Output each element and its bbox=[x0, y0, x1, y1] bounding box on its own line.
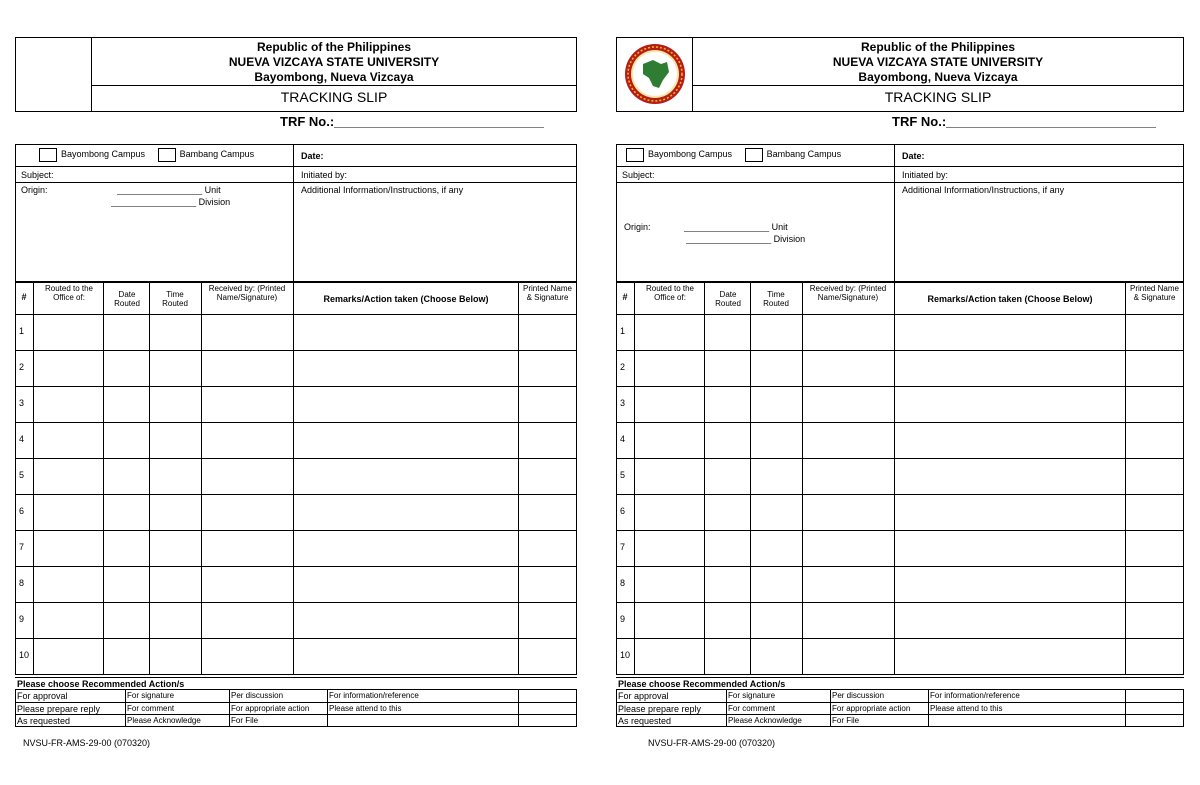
action-option[interactable]: For information/reference bbox=[930, 691, 1020, 700]
action-option[interactable]: Please Acknowledge bbox=[728, 716, 802, 725]
trf-number: TRF No.:_____________________________ bbox=[892, 114, 1156, 129]
university-name: NUEVA VIZCAYA STATE UNIVERSITY bbox=[228, 55, 440, 69]
actions-heading: Please choose Recommended Action/s bbox=[618, 679, 786, 689]
header-box bbox=[692, 37, 1184, 112]
action-option[interactable]: Per discussion bbox=[231, 691, 284, 700]
form-code: NVSU-FR-AMS-29-00 (070320) bbox=[23, 738, 151, 748]
table-row-number: 10 bbox=[19, 650, 30, 660]
table-row-number: 2 bbox=[620, 362, 626, 372]
actions-heading: Please choose Recommended Action/s bbox=[17, 679, 185, 689]
origin-label: Origin: bbox=[624, 222, 651, 232]
col-date-routed: Date Routed bbox=[114, 290, 140, 308]
action-option[interactable]: As requested bbox=[17, 716, 71, 726]
logo-box bbox=[616, 37, 693, 112]
col-received-by: Received by: (Printed Name/Signature) bbox=[809, 284, 887, 302]
table-row-number: 10 bbox=[620, 650, 631, 660]
action-option[interactable]: For File bbox=[832, 716, 860, 725]
table-row-number: 4 bbox=[620, 434, 626, 444]
info-block bbox=[616, 144, 1184, 282]
slip-title: TRACKING SLIP bbox=[884, 89, 992, 105]
action-option[interactable]: For approval bbox=[618, 691, 669, 701]
action-option[interactable]: For information/reference bbox=[329, 691, 419, 700]
table-row-number: 7 bbox=[620, 542, 626, 552]
action-option[interactable]: Please prepare reply bbox=[618, 704, 702, 714]
action-option[interactable]: Please Acknowledge bbox=[127, 716, 201, 725]
col-printed-name: Printed Name & Signature bbox=[1130, 284, 1179, 302]
bambang-label: Bambang Campus bbox=[179, 149, 255, 160]
col-remarks: Remarks/Action taken (Choose Below) bbox=[323, 294, 489, 304]
table-row-number: 5 bbox=[620, 470, 626, 480]
table-row-number: 9 bbox=[19, 614, 25, 624]
routing-table bbox=[616, 282, 1184, 675]
form-code: NVSU-FR-AMS-29-00 (070320) bbox=[648, 738, 776, 748]
table-row-number: 1 bbox=[620, 326, 626, 336]
initiated-by-label: Initiated by: bbox=[902, 170, 949, 180]
action-option[interactable]: For approval bbox=[17, 691, 68, 701]
additional-info-label: Additional Information/Instructions, if any bbox=[902, 185, 1065, 195]
subject-label: Subject: bbox=[21, 170, 54, 180]
col-routed-to: Routed to the Office of: bbox=[645, 284, 695, 302]
bambang-label: Bambang Campus bbox=[766, 149, 842, 160]
action-option[interactable]: For comment bbox=[127, 704, 175, 713]
additional-info-label: Additional Information/Instructions, if any bbox=[301, 185, 464, 195]
location-text: Bayombong, Nueva Vizcaya bbox=[254, 70, 414, 84]
col-num: # bbox=[622, 292, 628, 302]
table-row-number: 3 bbox=[19, 398, 25, 408]
table-row-number: 6 bbox=[620, 506, 626, 516]
table-row-number: 1 bbox=[19, 326, 25, 336]
action-option[interactable]: For comment bbox=[728, 704, 776, 713]
campus-options bbox=[626, 148, 894, 164]
university-name: NUEVA VIZCAYA STATE UNIVERSITY bbox=[832, 55, 1044, 69]
republic-text: Republic of the Philippines bbox=[860, 40, 1015, 54]
table-row-number: 6 bbox=[19, 506, 25, 516]
bambang-checkbox[interactable] bbox=[158, 148, 176, 162]
date-label: Date: bbox=[902, 151, 925, 161]
action-option[interactable]: For File bbox=[231, 716, 259, 725]
division-line: _________________ Division bbox=[111, 197, 231, 207]
bayombong-label: Bayombong Campus bbox=[61, 149, 146, 160]
unit-line: _________________ Unit bbox=[117, 185, 221, 195]
logo-box bbox=[15, 37, 92, 112]
action-option[interactable]: As requested bbox=[618, 716, 672, 726]
action-option[interactable]: Please attend to this bbox=[930, 704, 1003, 713]
bayombong-checkbox[interactable] bbox=[39, 148, 57, 162]
trf-number: TRF No.:_____________________________ bbox=[280, 114, 544, 129]
action-option[interactable]: For appropriate action bbox=[231, 704, 310, 713]
table-row-number: 3 bbox=[620, 398, 626, 408]
col-time-routed: Time Routed bbox=[162, 290, 188, 308]
table-row-number: 2 bbox=[19, 362, 25, 372]
action-option[interactable]: Please attend to this bbox=[329, 704, 402, 713]
campus-options bbox=[39, 148, 299, 164]
header-box bbox=[91, 37, 577, 112]
col-num: # bbox=[21, 292, 27, 302]
table-row-number: 4 bbox=[19, 434, 25, 444]
tracking-slip-right bbox=[616, 0, 1184, 785]
table-row-number: 8 bbox=[19, 578, 25, 588]
location-text: Bayombong, Nueva Vizcaya bbox=[858, 70, 1018, 84]
col-printed-name: Printed Name & Signature bbox=[523, 284, 572, 302]
slip-title: TRACKING SLIP bbox=[280, 89, 388, 105]
bayombong-label: Bayombong Campus bbox=[648, 149, 733, 160]
university-seal-icon bbox=[623, 42, 687, 106]
subject-label: Subject: bbox=[622, 170, 655, 180]
initiated-by-label: Initiated by: bbox=[301, 170, 348, 180]
col-routed-to: Routed to the Office of: bbox=[44, 284, 94, 302]
table-row-number: 8 bbox=[620, 578, 626, 588]
action-option[interactable]: For signature bbox=[127, 691, 175, 700]
action-option[interactable]: Per discussion bbox=[832, 691, 885, 700]
origin-label: Origin: bbox=[21, 185, 48, 195]
table-row-number: 7 bbox=[19, 542, 25, 552]
republic-text: Republic of the Philippines bbox=[256, 40, 411, 54]
tracking-slip-left bbox=[15, 0, 580, 785]
bayombong-checkbox[interactable] bbox=[626, 148, 644, 162]
col-time-routed: Time Routed bbox=[763, 290, 789, 308]
action-option[interactable]: For signature bbox=[728, 691, 776, 700]
bambang-checkbox[interactable] bbox=[745, 148, 763, 162]
table-row-number: 9 bbox=[620, 614, 626, 624]
date-label: Date: bbox=[301, 151, 324, 161]
col-received-by: Received by: (Printed Name/Signature) bbox=[208, 284, 286, 302]
action-option[interactable]: Please prepare reply bbox=[17, 704, 101, 714]
division-line: _________________ Division bbox=[686, 234, 806, 244]
col-remarks: Remarks/Action taken (Choose Below) bbox=[927, 294, 1093, 304]
info-block bbox=[15, 144, 577, 282]
table-row-number: 5 bbox=[19, 470, 25, 480]
action-option[interactable]: For appropriate action bbox=[832, 704, 911, 713]
col-date-routed: Date Routed bbox=[715, 290, 741, 308]
unit-line: _________________ Unit bbox=[684, 222, 788, 232]
routing-table bbox=[15, 282, 577, 675]
